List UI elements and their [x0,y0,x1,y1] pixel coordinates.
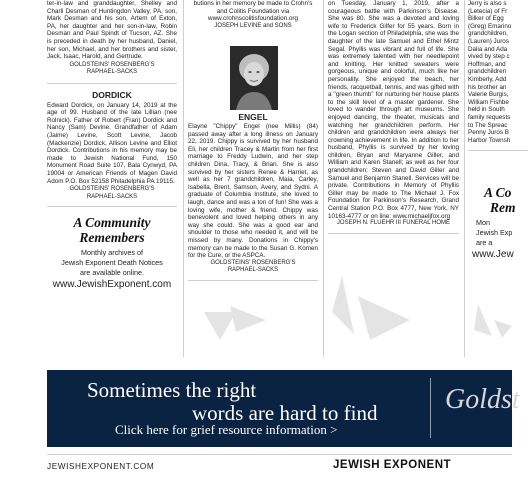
banner-headline-line1: Sometimes the right [87,378,257,402]
funeral-home-signature: GOLDSTEINS' ROSENBERG'S RAPHAEL-SACKS [69,61,155,76]
obituary-text-line: held in South [468,106,505,114]
column-2 [188,0,318,30]
divider [47,83,177,84]
banner-brand-divider [430,378,431,438]
obituary-text-line: grandchildren [468,68,507,76]
obituary-text-line: his brother an [468,83,507,91]
obituary-text-line: family requests [468,113,511,121]
obituary-text-line: Harbor Townsh [468,136,511,144]
star-of-david-watermark [472,300,512,340]
obituary-text-line: to The Spreac [468,121,508,129]
obituary-text-line: Bilker of Egg [468,15,504,23]
community-remembers-body: Monthly archives of Jewish Exponent Death Notices are available online. [61,247,163,277]
footer-publication-name: JEWISH EXPONENT [333,459,452,471]
obituary-text-line: (Letecia) of Fr [468,7,508,15]
funeral-home-signature: GOLDSTEINS' ROSENBERG'S RAPHAEL-SACKS [210,259,296,274]
obituary-text: ter-in-law and granddaughter, Shelley and Charli Desman of Huntingdon Valley, PA, son, Mark Desman and his son, Artem of Exton, PA, her daughter and her son-in-law, Robin Desman and Paul Spindt of Tucson, AZ. She is preceded in death by her husband, Daniel, her son, Michael, and her brothers and sister, Jack, Isaac, Harold, and Gertrude. [47,0,177,61]
obituary-text-clipped [468,0,528,144]
obituary-text: butions in her memory be made to Crohn's and Colitis Foundation via www.crohnscolitisfoundation.org [193,0,313,23]
engel-portrait-photo [230,46,278,110]
obituary-text-line: (Greg) Emarino [468,22,512,30]
obituary-text-line: Jerry is also s [468,0,507,7]
community-remembers-body: Mon Jewish Exp are a [476,218,513,248]
community-remembers-title: Rem [490,200,516,216]
obituary-heading-engel: ENGEL [238,112,268,122]
divider [328,233,459,234]
column-rule [183,0,184,357]
banner-headline-line2: words are hard to find [192,401,378,425]
obituary-text-line: grandchildren, [468,30,508,38]
obituary-text-line: Hoffman, and [468,60,506,68]
community-remembers-title: A Community [73,214,151,230]
funeral-home-signature: JOSEPH LEVINE and SONS [214,22,292,29]
column-rule [323,0,324,357]
obituary-text-line: Kimberly, Add [468,75,507,83]
obituary-text-line: William Fishbe [468,98,509,106]
funeral-home-signature: JOSEPH N. FLUEHR III FUNERAL HOME [336,220,451,227]
obituary-heading-dordick: DORDICK [92,89,132,100]
exponent-website-link[interactable]: www.Jew [472,249,514,261]
column-3 [328,0,459,234]
column-2-engel [188,112,318,281]
divider [188,280,318,281]
exponent-website-link[interactable]: www.JewishExponent.com [52,278,172,290]
funeral-home-signature: GOLDSTEINS' ROSENBERG'S RAPHAEL-SACKS [69,186,155,200]
obituary-text-line: vived by step c [468,53,510,61]
footer-rule [47,454,512,455]
star-of-david-watermark [196,300,276,340]
grief-resource-link[interactable]: Click here for grief resource information > [115,422,338,437]
obituary-text-line: Valerie Burgis, [468,91,509,99]
star-of-david-watermark [330,272,420,342]
portrait-image [230,46,278,110]
community-remembers-title: A Co [484,185,512,201]
column-4 [468,0,528,261]
obituary-text: on Tuesday, January 1, 2019, after a courageous battle with Parkinson's Disease. She was 80. She was a devoted and loving wife to Frederick Gilfer for 55 years. Born in the Logan section of Philadelphia, she was the daughter of the late Samuel and Ethel Mintz Segal. Phyllis was vibrant and full of life. She was extremely talented with her needlepoint and knitting. Her knitted sweaters were gorgeous, unique and colorful, much like her personality. She enjoyed the beach, her friends, racquetball, tennis, and was gifted with a "green thumb" for nurturing her house plants to the skill level of a master gardener. She loved to wander through art museums. She enjoyed dancing, the theater, musicals and watching her grandchildren perform. Her children and grandchildren were always her crowning achievement in life. In addition to her husband, Phyllis is survived by her loving children, Bryan and Maryanne Giller, and William and Karen Stanell; as well as her four grandchildren; Steven and David Giller and Samuel and Benjamin Stanell. Services will be private. Contributions in Memory of Phyllis Giller may be made to The Michael J. Fox Foundation for Parkinson's Research, Grand Central Station P.O. Box 4777, New York, NY 10163-4777 or on line: www.michaeljfox.org [328,0,459,220]
obituary-text-line: Penny Juros B [468,129,509,137]
community-remembers-title: Remembers [79,229,145,245]
divider [468,150,528,151]
obituary-text: Elayne "Chippy" Engel (nee Millis) (84) passed away after a long illness on January 22, 2019. Chippy is survived by her husband Eli, her children Tracey & Martin from her first marriage to Freddy Ludwin, and her step children Dina, Tracy, & Brian. She is also survived by her sisters Renee & Harriet, as well as her 7 grandchildren, Maia, Carley, Isabella, Brent, Samson, Avery, and Sydni. A graduate of Columbia Institute, she loved to laugh, dance and was a ton of fun! She was a loving wife, mother & friend. Chippy was benevolent and loved helping others in any way she could. She was a good ear and shoulder to those who needed it, and will be missed by many. Donations in Chippy's memory can be made to the Susan G. Komen for the Cure, or the ASPCA. [188,123,318,260]
obituary-text: Edward Dordick, on January 14, 2019 at the age of 99. Husband of the late Lillian (nee Rolnick). Father of Robert (Fran) Dordick and Nancy (Sam) Devine. Grandfather of Adam (Jaime) Levine, Scott Levine, Jacob (Mackenzie) Dordick, Allison Levine and Elliot Dordick. Contributions in his memory may be made to Jewish National Fund, 150 Monument Road Suite 107, Bala Cynwyd, PA 19004 or American Friends of Magen David Adom P.O. Box 52158 Philadelphia PA 19115. [47,101,177,185]
column-rule [464,0,465,357]
column-1 [47,0,177,291]
obituary-text-line: (Lauren) Juros [468,37,509,45]
footer-website: JEWISHEXPONENT.COM [47,462,155,471]
obituary-text-line: Dalia and Ada [468,45,508,53]
divider [47,206,177,207]
goldsteins-logo: Goldst [445,384,520,415]
